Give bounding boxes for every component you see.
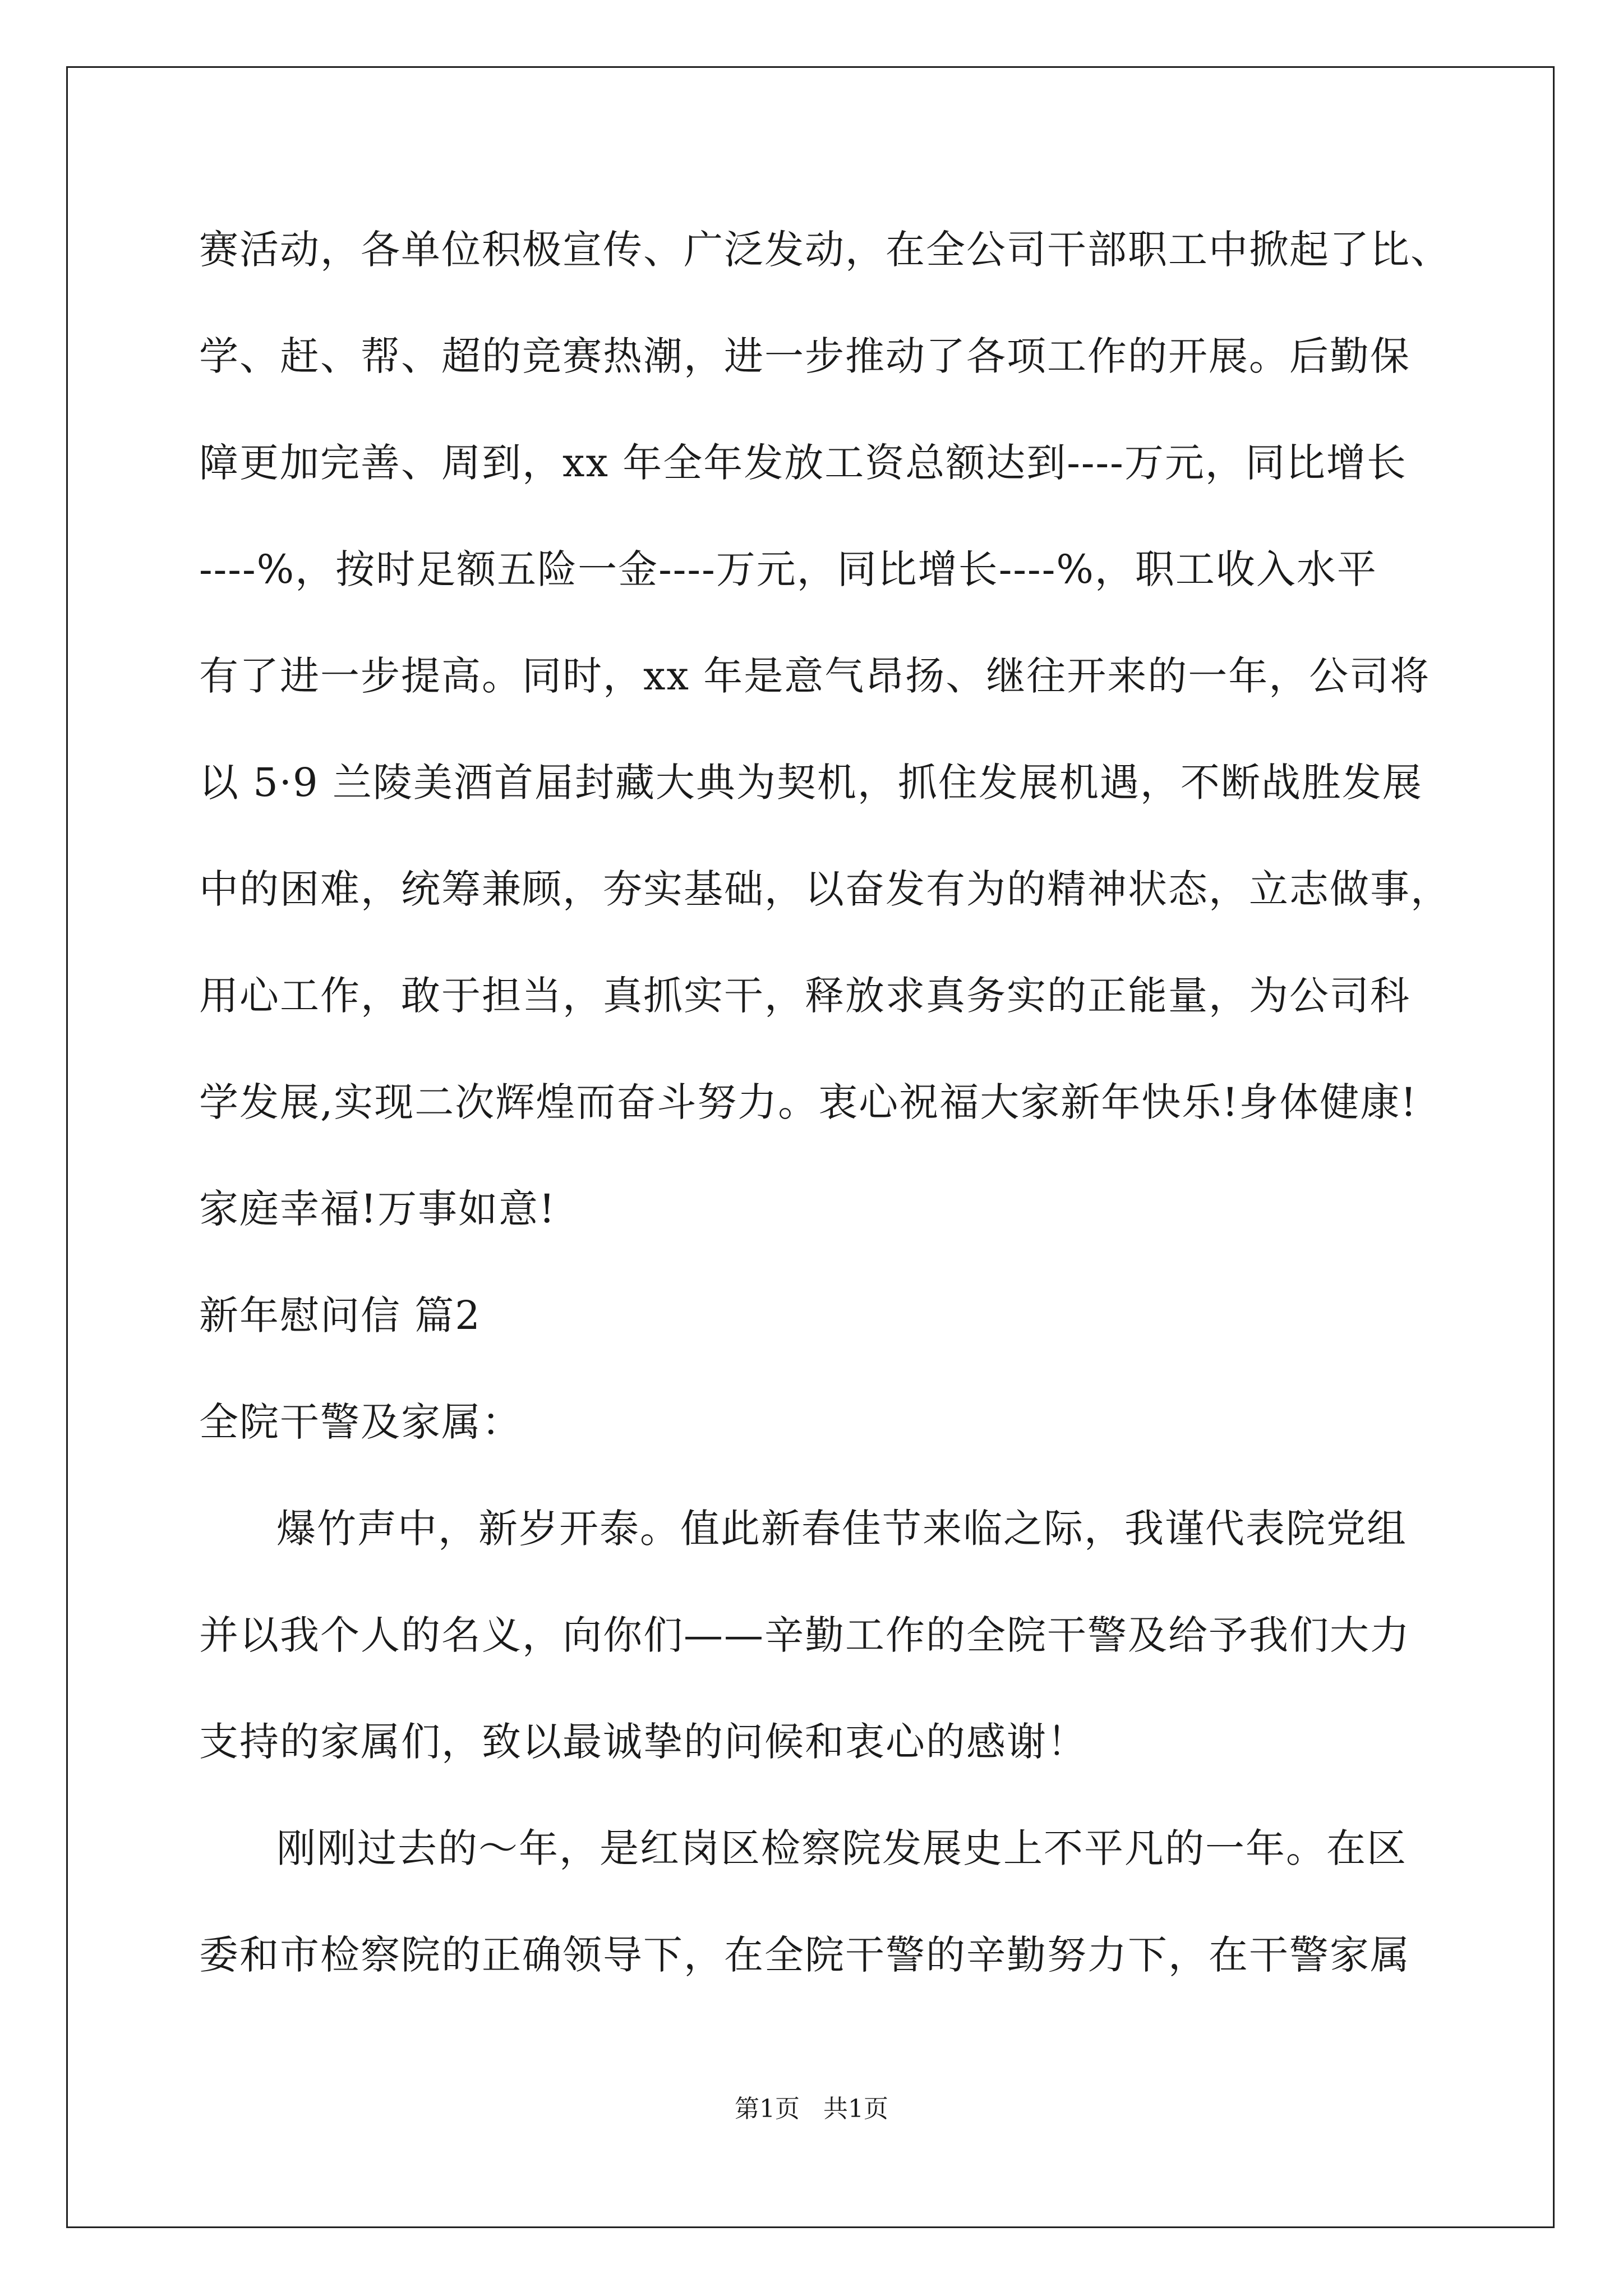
text-line: 用心工作，敢于担当，真抓实干，释放求真务实的正能量，为公司科 — [199, 973, 1410, 1019]
text-line: 以 5·9 兰陵美酒首届封藏大典为契机，抓住发展机遇，不断战胜发展 — [199, 760, 1423, 806]
text-line: 学、赶、帮、超的竞赛热潮，进一步推动了各项工作的开展。后勤保 — [199, 333, 1410, 379]
page-border — [66, 66, 1555, 2228]
page-footer: 第1页 共1页 — [735, 2095, 888, 2123]
section-title: 新年慰问信 篇2 — [199, 1292, 481, 1338]
salutation: 全院干警及家属： — [199, 1399, 522, 1445]
text-line: 刚刚过去的～年，是红岗区检察院发展史上不平凡的一年。在区 — [276, 1825, 1407, 1871]
text-line: 学发展,实现二次辉煌而奋斗努力。衷心祝福大家新年快乐!身体健康! — [199, 1079, 1418, 1125]
text-line: 障更加完善、周到，xx 年全年发放工资总额达到----万元，同比增长 — [199, 440, 1407, 486]
text-line: 有了进一步提高。同时，xx 年是意气昂扬、继往开来的一年，公司将 — [199, 653, 1431, 699]
text-line: 爆竹声中，新岁开泰。值此新春佳节来临之际，我谨代表院党组 — [276, 1506, 1407, 1552]
text-line: 家庭幸福!万事如意! — [199, 1186, 556, 1232]
text-line: 赛活动，各单位积极宣传、广泛发动，在全公司干部职工中掀起了比、 — [199, 227, 1451, 273]
text-line: 委和市检察院的正确领导下，在全院干警的辛勤努力下，在干警家属 — [199, 1932, 1410, 1978]
text-line: 并以我个人的名义，向你们——辛勤工作的全院干警及给予我们大力 — [199, 1612, 1410, 1658]
text-line: 支持的家属们，致以最诚挚的问候和衷心的感谢！ — [199, 1719, 1087, 1765]
text-line: 中的困难，统筹兼顾，夯实基础，以奋发有为的精神状态，立志做事， — [199, 866, 1451, 912]
text-line: ----%，按时足额五险一金----万元，同比增长----%，职工收入水平 — [199, 546, 1377, 592]
